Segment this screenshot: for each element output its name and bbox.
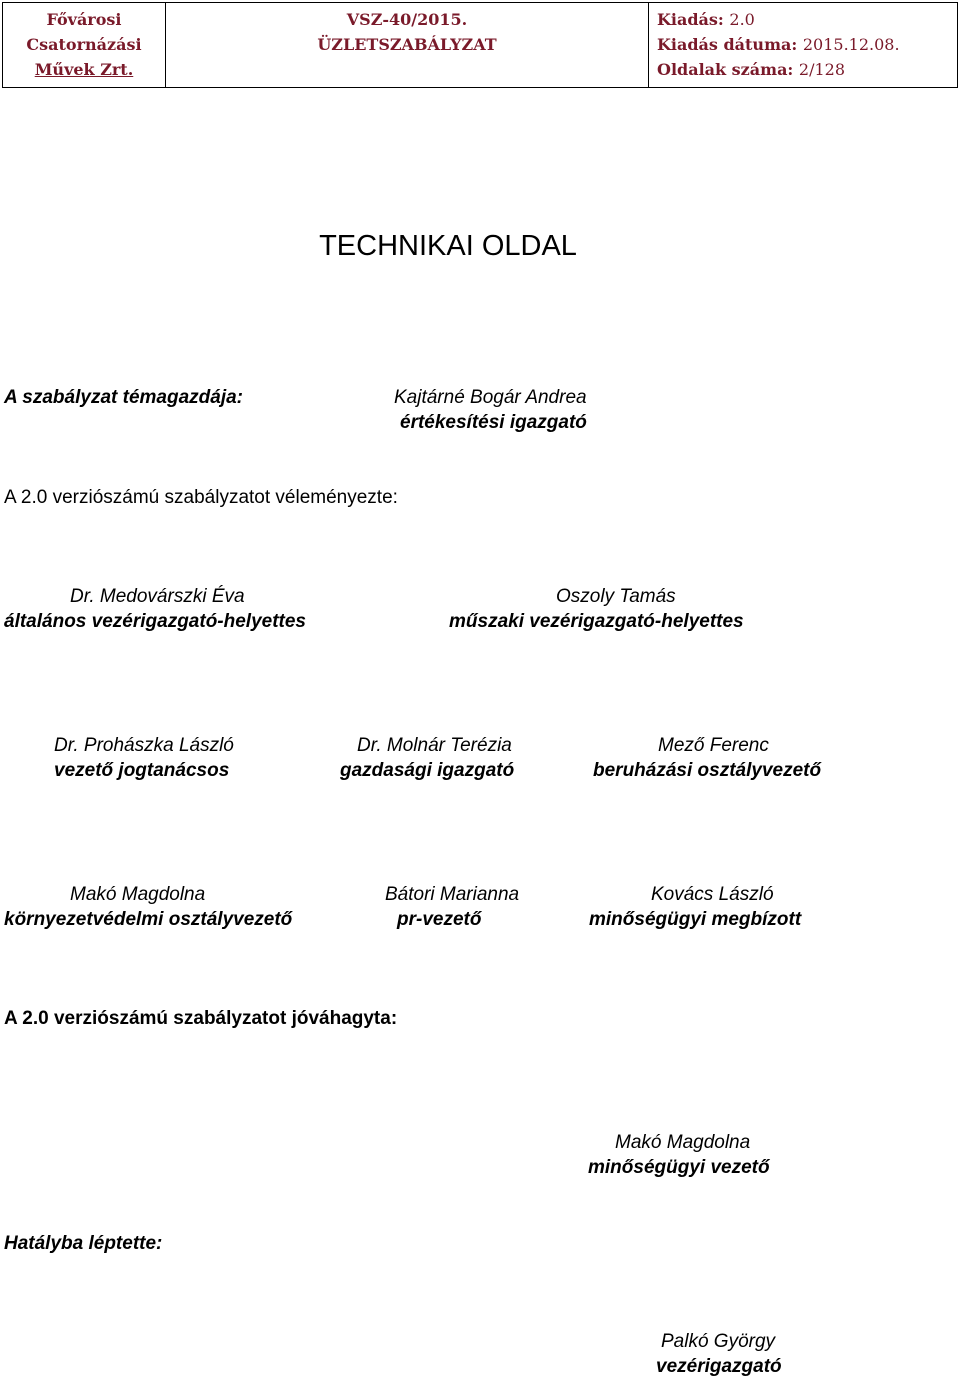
reviewer-name: Dr. Prohászka László [54, 735, 234, 756]
enacted-label: Hatályba léptette: [4, 1233, 163, 1254]
document-meta [649, 3, 958, 88]
owner-label: A szabályzat témagazdája: [4, 387, 243, 408]
approval-heading: A 2.0 verziószámú szabályzatot jóváhagyta: [4, 1008, 398, 1029]
reviewer-name: Kovács László [651, 884, 774, 905]
approver-name: Makó Magdolna [615, 1132, 751, 1153]
company-name: Fővárosi Csatornázási Művek Zrt. [3, 3, 166, 88]
reviewer-name: Oszoly Tamás [556, 586, 676, 607]
document-header [2, 2, 958, 88]
issue-date-row: Kiadás dátuma: 2015.12.08. [657, 35, 900, 54]
reviewer-role: környezetvédelmi osztályvezető [4, 909, 293, 930]
document-title: ÜZLETSZABÁLYZAT [317, 35, 497, 54]
reviewer-role: vezető jogtanácsos [54, 760, 230, 781]
page-count-value: 2/128 [798, 60, 846, 79]
reviewer-name: Bátori Marianna [385, 884, 520, 905]
issue-date-value: 2015.12.08. [802, 35, 900, 54]
reviewer-role: általános vezérigazgató-helyettes [4, 611, 306, 632]
reviewer-name: Dr. Medovárszki Éva [70, 586, 245, 607]
document-identifier [166, 3, 649, 88]
issue-row: Kiadás: 2.0 [657, 10, 755, 29]
reviewer-name: Mező Ferenc [658, 735, 769, 756]
page-title: TECHNIKAI OLDAL [319, 230, 577, 262]
owner-name: Kajtárné Bogár Andrea [394, 387, 587, 408]
reviewer-role: beruházási osztályvezető [593, 760, 822, 781]
reviewer-name: Makó Magdolna [70, 884, 206, 905]
page-count-row: Oldalak száma: 2/128 [657, 60, 846, 79]
reviewer-name: Dr. Molnár Terézia [357, 735, 512, 756]
enactor-name: Palkó György [661, 1331, 776, 1352]
reviewer-role: pr-vezető [397, 909, 482, 930]
approver-role: minőségügyi vezető [588, 1157, 770, 1178]
enactor-role: vezérigazgató [656, 1356, 782, 1377]
reviewers-heading: A 2.0 verziószámú szabályzatot véleményezte: [4, 487, 398, 508]
document-code: VSZ-40/2015. [346, 10, 468, 29]
issue-value: 2.0 [729, 10, 755, 29]
owner-role: értékesítési igazgató [400, 412, 587, 433]
reviewer-role: műszaki vezérigazgató-helyettes [449, 611, 744, 632]
reviewer-role: minőségügyi megbízott [589, 909, 802, 930]
reviewer-role: gazdasági igazgató [340, 760, 515, 781]
